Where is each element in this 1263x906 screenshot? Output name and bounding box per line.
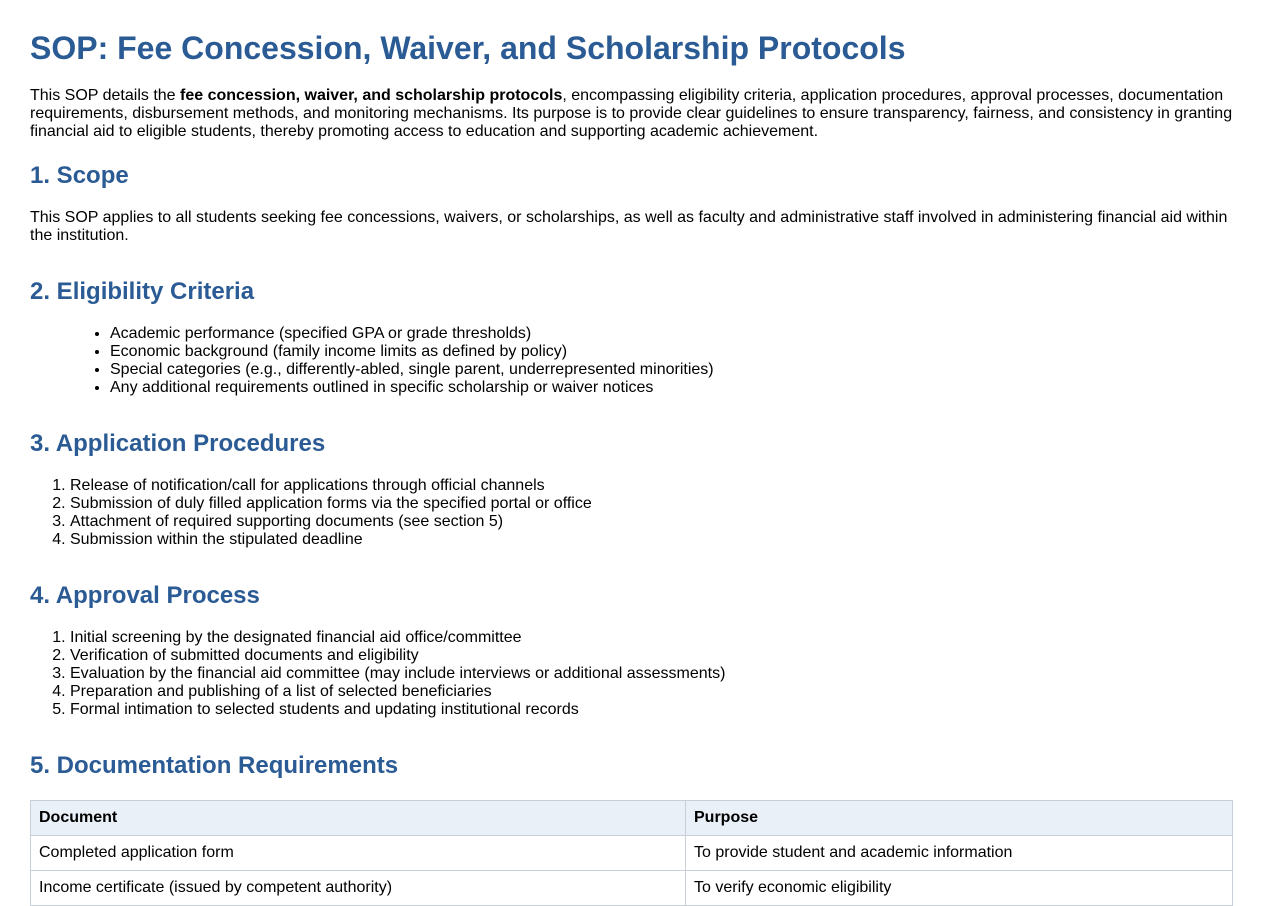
eligibility-list [30, 325, 1233, 397]
intro-bold-text: fee concession, waiver, and scholarship protocols [180, 87, 563, 104]
table-cell: Completed application form [31, 836, 686, 871]
column-header-document: Document [31, 801, 686, 836]
scope-heading: 1. Scope [30, 162, 129, 189]
documentation-table [30, 800, 1233, 906]
list-item: 5. Formal intimation to selected students and updating institutional records [70, 701, 1233, 719]
list-item: • Academic performance (specified GPA or grade thresholds) [110, 325, 1233, 343]
table-header-row [31, 801, 1233, 836]
application-heading: 3. Application Procedures [30, 430, 326, 457]
list-item: • Special categories (e.g., differently-abled, single parent, underrepresented minorities) [110, 361, 1233, 379]
list-item: 1. Initial screening by the designated financial aid office/committee [70, 629, 1233, 647]
intro-text-start: This SOP details the [30, 87, 180, 104]
table-row [31, 871, 1233, 906]
list-item: 2. Verification of submitted documents and eligibility [70, 647, 1233, 665]
list-item: 4. Submission within the stipulated deadline [70, 531, 1233, 549]
application-steps [30, 477, 1233, 549]
documentation-table-wrap [30, 800, 1233, 906]
list-item: • Economic background (family income limits as defined by policy) [110, 343, 1233, 361]
eligibility-heading: 2. Eligibility Criteria [30, 278, 255, 305]
intro-paragraph [30, 87, 1233, 141]
approval-heading: 4. Approval Process [30, 582, 260, 609]
column-header-purpose: Purpose [686, 801, 1233, 836]
approval-steps [30, 629, 1233, 719]
documentation-heading: 5. Documentation Requirements [30, 752, 399, 779]
page-title: SOP: Fee Concession, Waiver, and Scholarship Protocols [30, 30, 906, 66]
scope-text: This SOP applies to all students seeking fee concessions, waivers, or scholarships, as well as faculty and administrative staff involved in administering financial aid within the institution. [30, 209, 1228, 244]
intro-text-end: , encompassing eligibility criteria, application procedures, approval processes, documentation requirements, disbursement methods, and monitoring mechanisms. Its purpose is to provide clear guidelines to ensure transparency, fairness, and consistency in granting financial aid to eligible students, thereby promoting access to education and supporting academic achievement. [30, 87, 1233, 140]
table-row [31, 836, 1233, 871]
list-item: 2. Submission of duly filled application forms via the specified portal or office [70, 495, 1233, 513]
list-item: 1. Release of notification/call for applications through official channels [70, 477, 1233, 495]
table-cell: To provide student and academic information [686, 836, 1233, 871]
table-cell: To verify economic eligibility [686, 871, 1233, 906]
table-cell: Income certificate (issued by competent authority) [31, 871, 686, 906]
list-item: 3. Evaluation by the financial aid committee (may include interviews or additional assessments) [70, 665, 1233, 683]
list-item: 3. Attachment of required supporting documents (see section 5) [70, 513, 1233, 531]
list-item: • Any additional requirements outlined in specific scholarship or waiver notices [110, 379, 1233, 397]
list-item: 4. Preparation and publishing of a list of selected beneficiaries [70, 683, 1233, 701]
